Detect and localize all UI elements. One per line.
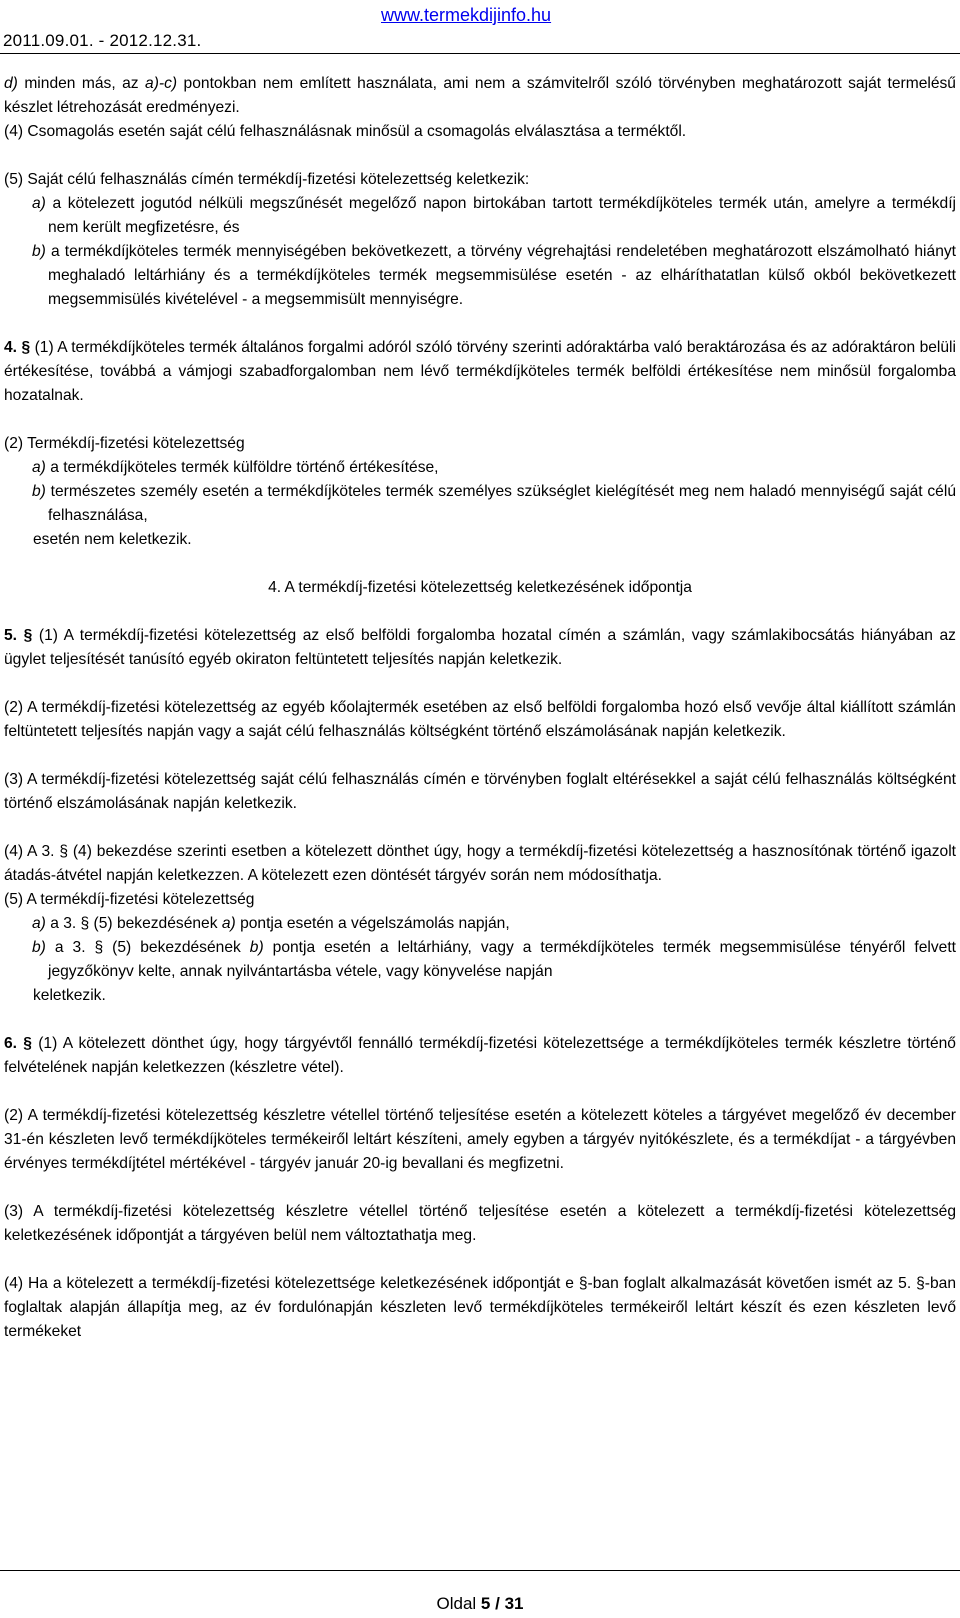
item-label: a)-c) (145, 75, 178, 92)
item-label: a) (32, 195, 46, 212)
footer-divider (0, 1570, 960, 1571)
text-run: pontokban nem említett használata, ami nem a számvitelről szóló törvényben meghatározott saját termelésű készlet létrehozását eredményezi. (4, 75, 956, 116)
page-footer (0, 1594, 960, 1614)
section-5-3: (3) A termékdíj-fizetési kötelezettség saját célú felhasználás címén e törvényben foglalt eltérésekkel a saját célú felhasználás költségként történő elszámolásának napján keletkezik. (4, 771, 956, 812)
paragraph-3-4: (4) Csomagolás esetén saját célú felhasználásnak minősül a csomagolás elválasztása a terméktől. (4, 123, 687, 140)
section-number: 4. (4, 339, 18, 356)
footer-label: Oldal (436, 1594, 477, 1613)
text-run: természetes személy esetén a termékdíjköteles termék személyes szükséglet kielégítését meg nem haladó mennyiségű saját célú felhasználása, (45, 483, 956, 524)
section-symbol: § (21, 339, 31, 356)
section-5-1 (4, 624, 956, 672)
section-heading: 4. A termékdíj-fizetési kötelezettség keletkezésének időpontja (268, 579, 692, 596)
section-4-1 (4, 336, 956, 408)
paragraph-3-5-intro: (5) Saját célú felhasználás címén termékdíj-fizetési kötelezettség keletkezik: (4, 171, 530, 188)
text-run: pontja esetén a végelszámolás napján, (235, 915, 510, 932)
footer-total-pages: 31 (504, 1594, 524, 1613)
text-run: (1) A termékdíj-fizetési kötelezettség az első belföldi forgalomba hozatal címén a számlán, vagy számlakibocsátás hiányában az ügylet teljesítését tanúsító egyéb okiraton feltüntetett teljesítés napján keletkezik. (4, 627, 956, 668)
item-label: a) (32, 915, 46, 932)
section-6-2: (2) A termékdíj-fizetési kötelezettség készletre vétellel történő teljesítése esetén a kötelezett köteles a tárgyévet megelőző év december 31-én készleten levő termékdíjköteles termékeiről leltárt készíteni, amely egyben a tárgyév nyitókészlete, és a termékdíjat - a tárgyévben érvényes termékdíjtétel mértékével - tárgyév január 20-ig bevallani és megfizetni. (4, 1107, 956, 1172)
section-6-3: (3) A termékdíj-fizetési kötelezettség készletre vétellel történő teljesítése esetén a kötelezett a termékdíj-fizetési kötelezettség keletkezésének időpontját a tárgyéven belül nem változtathatja meg. (4, 1203, 956, 1244)
header-divider (0, 53, 960, 54)
item-label: a) (221, 915, 236, 932)
text-run: a 3. § (5) bekezdésének (45, 915, 222, 932)
item-label: d) (4, 75, 18, 92)
text-run: pontja esetén a leltárhiány, vagy a termékdíjköteles termék megsemmisülése tényéről felvett jegyzőkönyv kelte, annak nyilvántartásba vétele, vagy könyvelése napján (48, 939, 956, 980)
header-url-link[interactable]: www.termekdijinfo.hu (381, 5, 552, 25)
text-run: a termékdíjköteles termék külföldre történő értékesítése, (45, 459, 439, 476)
text-run: (1) A termékdíjköteles termék általános forgalmi adóról szóló törvény szerinti adóraktárba való beraktározása és az adóraktáron belüli értékesítése, továbbá a vámjogi szabadforgalomban nem lévő termékdíjköteles termék belföldi értékesítése nem minősül forgalomba hozatalnak. (4, 339, 956, 404)
item-label: b) (32, 939, 46, 956)
section-5-4: (4) A 3. § (4) bekezdése szerinti esetben a kötelezett dönthet úgy, hogy a termékdíj-fizetési kötelezettség a hasznosítónak történő igazolt átadás-átvétel napján keletkezzen. A kötelezett ezen döntését tárgyév során nem módosíthatja. (4, 843, 956, 884)
item-label: b) (32, 243, 46, 260)
header-date-range: 2011.09.01. - 2012.12.31. (3, 31, 202, 50)
item-label: b) (249, 939, 264, 956)
text-run: a kötelezett jogutód nélküli megszűnését megelőző napon birtokában tartott termékdíjköteles termék után, amelyre a termékdíj nem került megfizetésre, és (45, 195, 956, 236)
item-label: a) (32, 459, 46, 476)
section-5-5-a (4, 912, 956, 936)
text-run: a termékdíjköteles termék mennyiségében bekövetkezett, a törvény végrehajtási rendeletében meghatározott elszámolható hiányt meghaladó leltárhiány és a termékdíjköteles termék megsemmisülése esetén - az elháríthatatlan külső okból bekövetkezett megsemmisülés kivételével - a megsemmisült mennyiségre. (45, 243, 956, 308)
section-number: 6. (4, 1035, 18, 1052)
page-header (0, 0, 960, 50)
text-run: (1) A kötelezett dönthet úgy, hogy tárgyévtől fennálló termékdíj-fizetési kötelezettsége a termékdíjköteles termék készletre történő felvételének napján keletkezzen (készletre vétel). (4, 1035, 956, 1076)
document-body (4, 72, 956, 1344)
section-5-5-intro: (5) A termékdíj-fizetési kötelezettség (4, 891, 255, 908)
section-5-2: (2) A termékdíj-fizetési kötelezettség az egyéb kőolajtermék esetében az első belföldi forgalomba hozó első vevője által kiállított számlán feltüntetett teljesítés napján vagy a saját célú felhasználás költségként történő elszámolásának napján keletkezik. (4, 699, 956, 740)
section-5-5-end: keletkezik. (33, 987, 106, 1004)
text-run: a 3. § (5) bekezdésének (45, 939, 250, 956)
paragraph-3-5-a (4, 192, 956, 240)
section-6-4: (4) Ha a kötelezett a termékdíj-fizetési kötelezettsége keletkezésének időpontját e §-ban foglalt alkalmazását követően ismét az 5. §-ban foglaltak alapján állapítja meg, az év fordulónapján készleten levő termékdíjköteles termékeiről leltárt készít és ezen készleten levő termékeket (4, 1275, 956, 1340)
paragraph-3-5-b (4, 240, 956, 312)
section-4-2-b (4, 480, 956, 528)
section-symbol: § (23, 1035, 32, 1052)
section-6-1 (4, 1032, 956, 1080)
section-4-2-end: esetén nem keletkezik. (33, 531, 192, 548)
section-4-2-a (4, 456, 956, 480)
section-number: 5. (4, 627, 18, 644)
section-5-5-b (4, 936, 956, 984)
item-label: b) (32, 483, 46, 500)
section-4-2-intro: (2) Termékdíj-fizetési kötelezettség (4, 435, 245, 452)
section-symbol: § (23, 627, 33, 644)
paragraph-d (4, 72, 956, 120)
footer-separator: / (490, 1594, 505, 1613)
footer-current-page: 5 (480, 1594, 491, 1613)
text-run: minden más, az (17, 75, 146, 92)
